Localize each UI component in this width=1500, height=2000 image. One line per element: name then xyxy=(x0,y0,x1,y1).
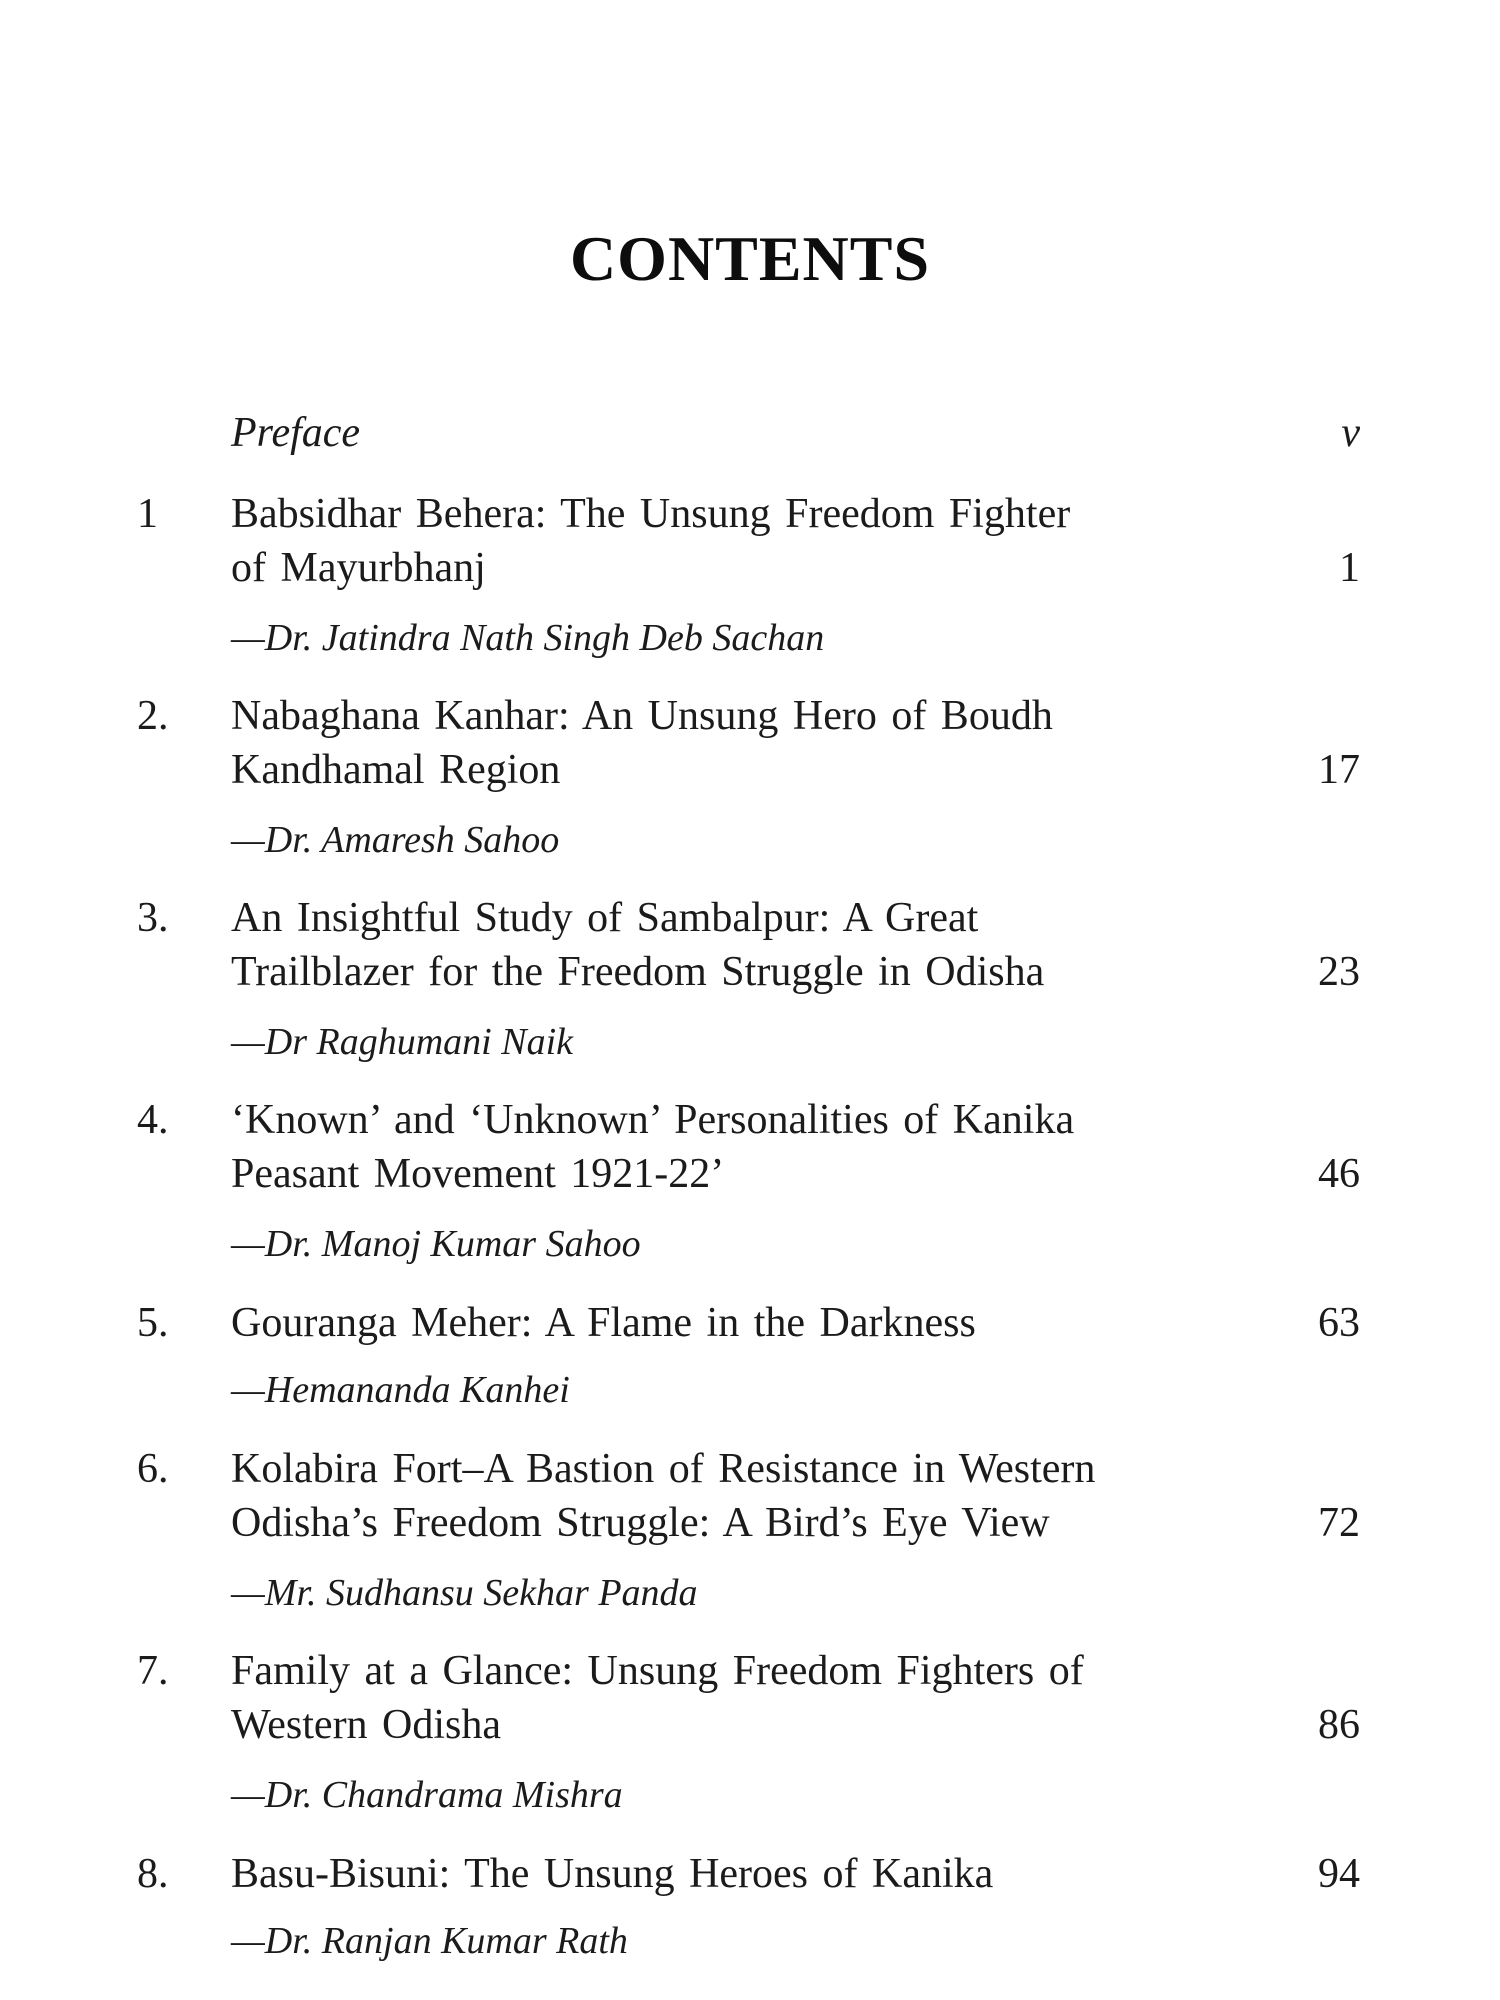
chapter-author: —Dr. Ranjan Kumar Rath xyxy=(231,1920,628,1962)
preface-label: Preface xyxy=(231,410,361,456)
chapter-title-line: Kolabira Fort–A Bastion of Resistance in Western xyxy=(231,1446,1096,1492)
chapter-number: 8. xyxy=(137,1851,169,1897)
chapter-author: —Dr. Chandrama Mishra xyxy=(231,1774,623,1816)
chapter-author: —Mr. Sudhansu Sekhar Panda xyxy=(231,1572,698,1614)
chapter-title-line: Western Odisha xyxy=(231,1702,502,1748)
chapter-author: —Dr Raghumani Naik xyxy=(231,1021,573,1063)
chapter-title-line: Odisha’s Freedom Struggle: A Bird’s Eye View xyxy=(231,1500,1050,1546)
chapter-number: 1 xyxy=(137,491,158,537)
chapter-title xyxy=(231,891,1241,999)
chapter-number: 2. xyxy=(137,693,169,739)
chapter-title-line: of Mayurbhanj xyxy=(231,545,486,591)
chapter-title-line: Trailblazer for the Freedom Struggle in Odisha xyxy=(231,949,1045,995)
preface-page-number: v xyxy=(1341,410,1360,456)
chapter-title-line: Nabaghana Kanhar: An Unsung Hero of Boudh xyxy=(231,693,1053,739)
chapter-page-number: 17 xyxy=(1318,747,1360,793)
chapter-title-line: An Insightful Study of Sambalpur: A Great xyxy=(231,895,979,941)
chapter-number: 4. xyxy=(137,1097,169,1143)
chapter-author: —Dr. Jatindra Nath Singh Deb Sachan xyxy=(231,617,825,659)
chapter-title xyxy=(231,1442,1241,1550)
chapter-title-line: Kandhamal Region xyxy=(231,747,561,793)
chapter-page-number: 23 xyxy=(1318,949,1360,995)
chapter-number: 7. xyxy=(137,1648,169,1694)
chapter-title xyxy=(231,487,1241,595)
chapter-page-number: 46 xyxy=(1318,1151,1360,1197)
page-title: CONTENTS xyxy=(569,223,931,294)
chapter-title-line: Peasant Movement 1921-22’ xyxy=(231,1151,725,1197)
chapter-number: 6. xyxy=(137,1446,169,1492)
chapter-author: —Dr. Amaresh Sahoo xyxy=(231,819,560,861)
chapter-title-line: Family at a Glance: Unsung Freedom Fighters of xyxy=(231,1648,1084,1694)
chapter-title xyxy=(231,1093,1241,1201)
chapter-page-number: 63 xyxy=(1318,1300,1360,1346)
chapter-title: Basu-Bisuni: The Unsung Heroes of Kanika xyxy=(231,1851,994,1897)
chapter-author: —Dr. Manoj Kumar Sahoo xyxy=(231,1223,641,1265)
chapter-number: 5. xyxy=(137,1300,169,1346)
chapter-number: 3. xyxy=(137,895,169,941)
chapter-title: Gouranga Meher: A Flame in the Darkness xyxy=(231,1300,976,1346)
chapter-title xyxy=(231,1644,1241,1752)
chapter-page-number: 94 xyxy=(1318,1851,1360,1897)
chapter-title-line: ‘Known’ and ‘Unknown’ Personalities of Kanika xyxy=(231,1097,1075,1143)
chapter-title xyxy=(231,689,1241,797)
chapter-author: —Hemananda Kanhei xyxy=(231,1369,570,1411)
chapter-title-line: Babsidhar Behera: The Unsung Freedom Fighter xyxy=(231,491,1071,537)
chapter-page-number: 86 xyxy=(1318,1702,1360,1748)
chapter-page-number: 72 xyxy=(1318,1500,1360,1546)
chapter-page-number: 1 xyxy=(1339,545,1360,591)
